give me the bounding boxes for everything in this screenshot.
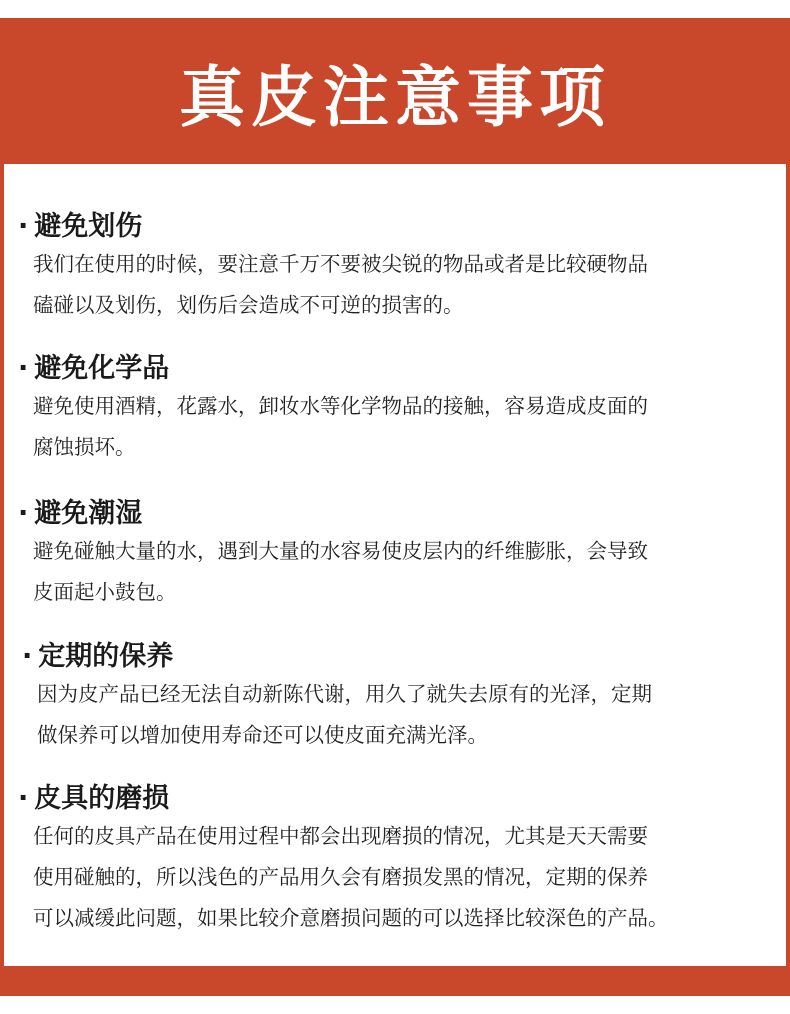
section-heading (18, 204, 142, 243)
section-heading-text: 避免潮湿 (34, 498, 143, 529)
bullet-dot: · (18, 783, 29, 814)
section-body (33, 244, 778, 326)
section-heading-text: 避免划伤 (34, 211, 143, 242)
section-heading (18, 346, 169, 385)
body-line: 避免使用酒精，花露水，卸妆水等化学物品的接触，容易造成皮面的 (33, 394, 648, 418)
page-title: 真皮注意事项 (179, 58, 611, 136)
section-body (33, 531, 778, 613)
body-line: 皮面起小鼓包。 (33, 580, 177, 604)
section-heading-text: 避免化学品 (34, 353, 170, 384)
body-line: 避免碰触大量的水，遇到大量的水容易使皮层内的纤维膨胀，会导致 (33, 539, 648, 563)
body-line: 做保养可以增加使用寿命还可以使皮面充满光泽。 (37, 723, 488, 747)
section-heading (18, 776, 169, 815)
section-heading (22, 634, 173, 673)
body-line: 我们在使用的时候，要注意千万不要被尖锐的物品或者是比较硬物品 (33, 252, 648, 276)
body-line: 可以减缓此问题，如果比较介意磨损问题的可以选择比较深色的产品。 (33, 906, 669, 930)
section-heading-text: 皮具的磨损 (34, 783, 170, 814)
body-line: 因为皮产品已经无法自动新陈代谢，用久了就失去原有的光泽，定期 (37, 682, 652, 706)
section-body (33, 386, 778, 468)
bullet-dot: · (18, 211, 29, 242)
section-heading-text: 定期的保养 (38, 641, 174, 672)
body-line: 磕碰以及划伤，划伤后会造成不可逆的损害的。 (33, 293, 464, 317)
section-heading (18, 491, 142, 530)
body-line: 使用碰触的，所以浅色的产品用久会有磨损发黑的情况，定期的保养 (33, 865, 648, 889)
bullet-dot: · (22, 641, 33, 672)
body-line: 任何的皮具产品在使用过程中都会出现磨损的情况，尤其是天天需要 (33, 824, 648, 848)
body-line: 腐蚀损坏。 (33, 435, 136, 459)
bullet-dot: · (18, 353, 29, 384)
content-panel (4, 164, 786, 966)
section-body (37, 674, 782, 756)
section-body (33, 816, 778, 939)
bullet-dot: · (18, 498, 29, 529)
